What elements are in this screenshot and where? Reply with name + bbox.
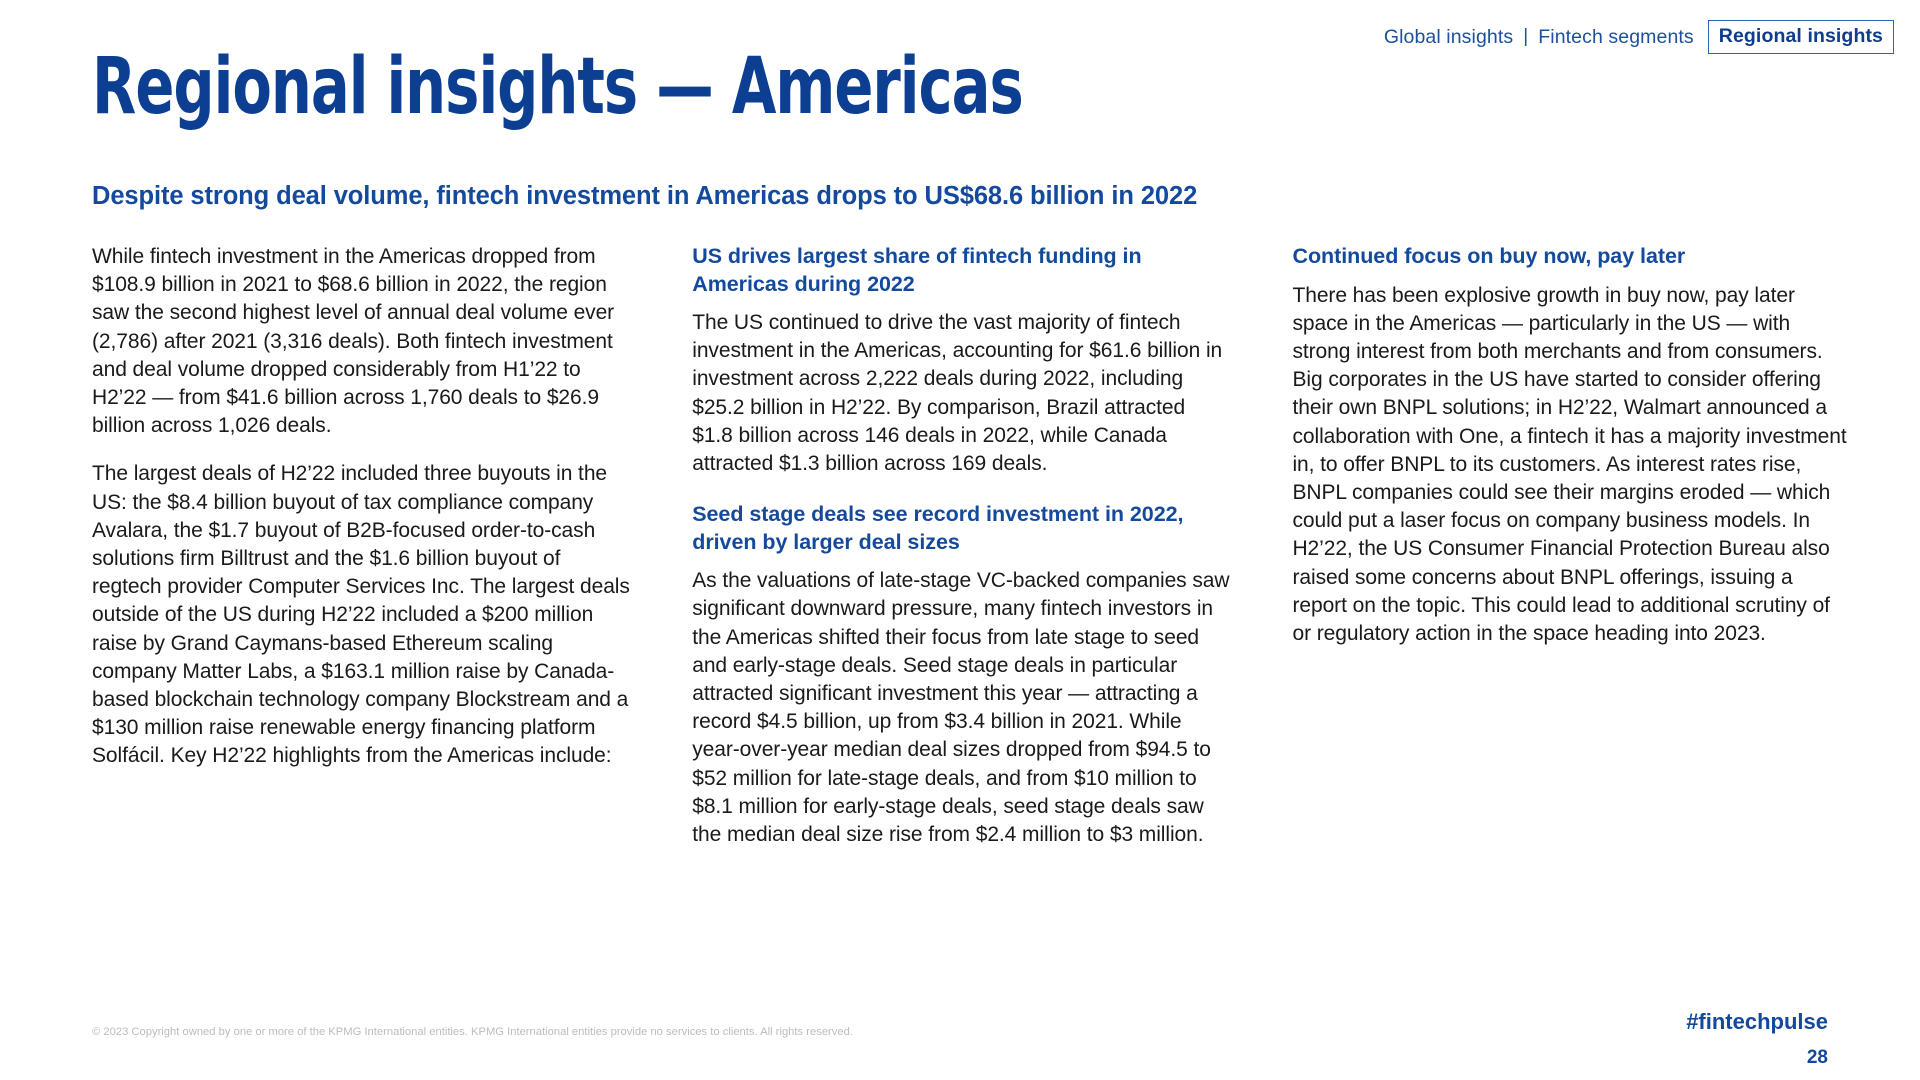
column-three [1292, 243, 1852, 849]
section-navigation [1376, 20, 1894, 54]
column-two [692, 243, 1230, 849]
col1-paragraph-1: While fintech investment in the Americas dropped from $108.9 billion in 2021 to $68.6 billion in 2022, the region saw the second highest level of annual deal volume ever (2,786) after 2021 (3,316 deals). Both fintech investment and deal volume dropped considerably from H1’22 to H2’22 — from $41.6 billion across 1,760 deals to $26.9 billion across 1,026 deals. [92, 245, 615, 438]
col2-paragraph-2: As the valuations of late-stage VC-backed companies saw significant downward pressure, many fintech investors in the Americas shifted their focus from late stage to seed and early-stage deals. Seed stage deals in particular attracted significant investment this year — attracting a record $4.5 billion, up from $3.4 billion in 2021. While year-over-year median deal sizes dropped from $94.5 to $52 million for late-stage deals, and from $10 million to $8.1 million for early-stage deals, seed stage deals saw the median deal size rise from $2.4 million to $3 million. [692, 569, 1230, 847]
page-subtitle: Despite strong deal volume, fintech investment in Americas drops to US$68.6 billion in 2022 [92, 182, 1198, 210]
col3-heading-1: Continued focus on buy now, pay later [1292, 244, 1686, 268]
copyright-notice: © 2023 Copyright owned by one or more of the KPMG International entities. KPMG International entities provide no services to clients. All rights reserved. [92, 1026, 853, 1038]
nav-separator-1: | [1523, 26, 1529, 47]
col3-paragraph-1: There has been explosive growth in buy now, pay later space in the Americas — particularly in the US — with strong interest from both merchants and from consumers. Big corporates in the US have started to consider offering their own BNPL solutions; in H2’22, Walmart announced a collaboration with One, a fintech it has a majority investment in, to offer BNPL to its customers. As interest rates rise, BNPL companies could see their margins eroded — which could put a laser focus on company business models. In H2’22, the US Consumer Financial Protection Bureau also raised some concerns about BNPL offerings, issuing a report on the topic. This could lead to additional scrutiny of or regulatory action in the space heading into 2023. [1292, 283, 1847, 645]
page-number: 28 [1806, 1047, 1828, 1068]
hashtag-label: #fintechpulse [1686, 1009, 1828, 1034]
content-columns [92, 243, 1852, 849]
nav-link-global-insights[interactable]: Global insights [1383, 25, 1514, 48]
col2-paragraph-1: The US continued to drive the vast majority of fintech investment in the Americas, accounting for $61.6 billion in investment across 2,222 deals during 2022, including $25.2 billion in H2’22. By comparison, Brazil attracted $1.8 billion across 146 deals in 2022, while Canada attracted $1.3 billion across 169 deals. [692, 311, 1223, 476]
col2-heading-1: US drives largest share of fintech funding in Americas during 2022 [692, 244, 1142, 296]
col1-paragraph-2: The largest deals of H2’22 included three buyouts in the US: the $8.4 billion buyout of tax compliance company Avalara, the $1.7 buyout of B2B-focused order-to-cash solutions firm Billtrust and the $1.6 billion buyout of regtech provider Computer Services Inc. The largest deals outside of the US during H2’22 included a $200 million raise by Grand Caymans-based Ethereum scaling company Matter Labs, a $163.1 million raise by Canada-based blockchain technology company Blockstream and a $130 million raise renewable energy financing platform Solfácil. Key H2’22 highlights from the Americas include: [92, 462, 630, 768]
page-title: Regional insights — Americas [92, 42, 1023, 132]
col2-heading-2: Seed stage deals see record investment in 2022, driven by larger deal sizes [692, 502, 1184, 554]
nav-link-fintech-segments[interactable]: Fintech segments [1538, 25, 1694, 48]
column-one [92, 243, 630, 849]
nav-link-regional-insights[interactable]: Regional insights [1708, 20, 1894, 54]
